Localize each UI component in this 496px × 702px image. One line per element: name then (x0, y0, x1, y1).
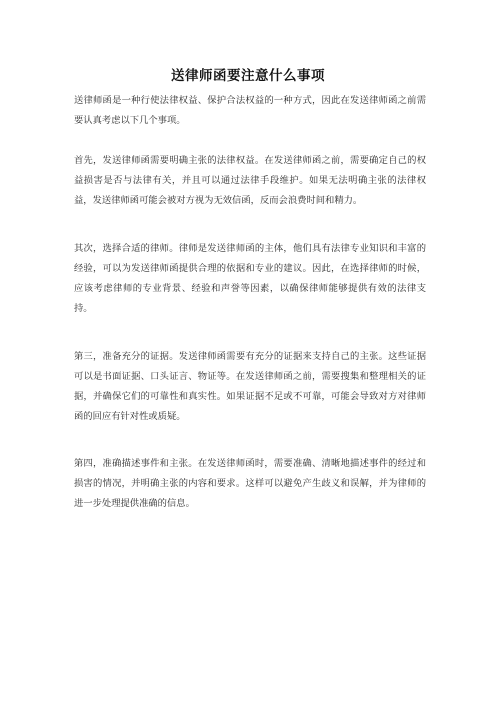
paragraph-third: 第三，准备充分的证据。发送律师函需要有充分的证据来支持自己的主张。这些证据可以是书面证据、口头证言、物证等。在发送律师函之前，需要搜集和整理相关的证据，并确保它们的可靠性和真实性。如果证据不足或不可靠，可能会导致对方对律师函的回应有针对性或质疑。 (74, 351, 426, 422)
paragraph-first: 首先，发送律师函需要明确主张的法律权益。在发送律师函之前，需要确定自己的权益损害是否与法律有关，并且可以通过法律手段维护。如果无法明确主张的法律权益，发送律师函可能会被对方视为无效信函，反而会浪费时间和精力。 (74, 155, 426, 206)
paragraph-fourth: 第四，准确描述事件和主张。在发送律师函时，需要准确、清晰地描述事件的经过和损害的情况，并明确主张的内容和要求。这样可以避免产生歧义和误解，并为律师的进一步处理提供准确的信息。 (74, 458, 426, 509)
paragraph-intro: 送律师函是一种行使法律权益、保护合法权益的一种方式，因此在发送律师函之前需要认真考虑以下几个事项。 (74, 95, 426, 126)
document-title: 送律师函要注意什么事项 (171, 68, 325, 84)
paragraph-second: 其次，选择合适的律师。律师是发送律师函的主体，他们具有法律专业知识和丰富的经验，可以为发送律师函提供合理的依据和专业的建议。因此，在选择律师的时候，应该考虑律师的专业背景、经验和声誉等因素，以确保律师能够提供有效的法律支持。 (74, 243, 426, 314)
